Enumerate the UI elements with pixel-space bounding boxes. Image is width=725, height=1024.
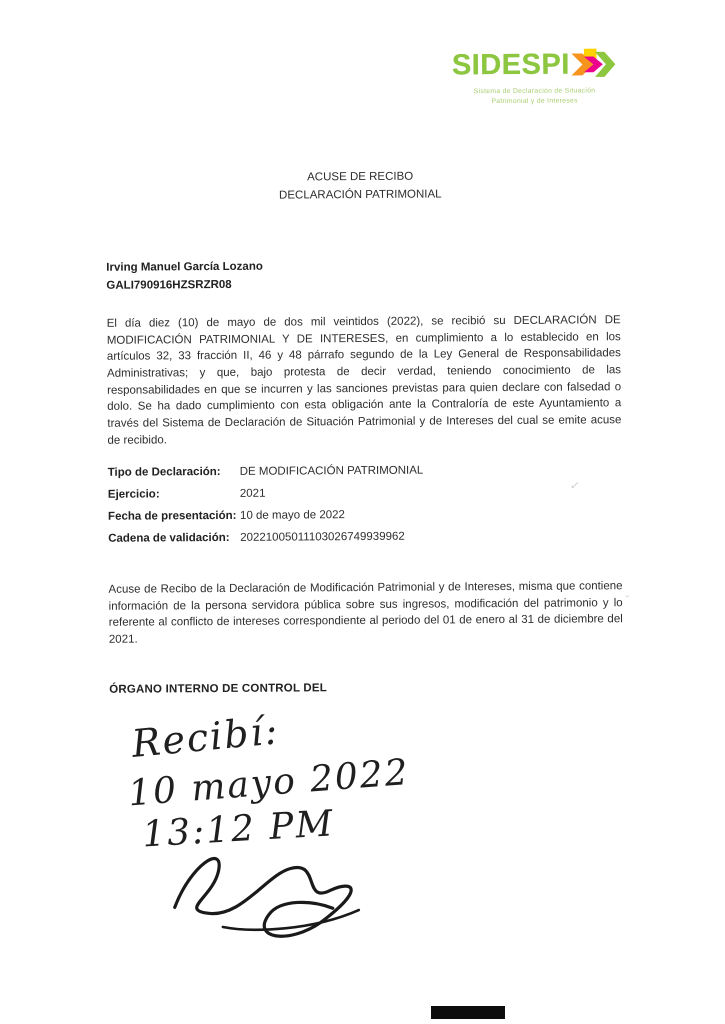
handwritten-line-recibi: Recibí: — [129, 708, 282, 766]
field-label: Fecha de presentación: — [107, 509, 237, 523]
recipient-block — [106, 259, 263, 296]
field-value: 20221005011103026749939962 — [240, 530, 405, 544]
field-row-ejercicio — [108, 482, 424, 506]
recipient-curp: GALI790916HZSRZR08 — [106, 278, 232, 292]
field-row-cadena — [108, 526, 424, 550]
organ-heading: ÓRGANO INTERNO DE CONTROL DEL — [109, 682, 327, 696]
body-paragraph-1: El día diez (10) de mayo de dos mil veintidos (2022), se recibió su DECLARACIÓN DE MODIFICACIÓN PATRIMONIAL Y DE INTERESES, en cumplimiento a lo establecido en los artículos 32, 33 fracción II, 46 y 48 párrafo segundo de la Ley General de Responsabilidades Administrativas; y que, bajo protesta de decir verdad, teniendo conocimiento de las responsabilidades en que se incurren y las sanciones previstas para quien declare con falsedad o dolo. Se ha dado cumplimiento con esta obligación ante la Contraloría de este Ayuntamiento a través del Sistema de Declaración de Situación Patrimonial y de Intereses del cual se emite acuse de recibido. — [106, 314, 622, 447]
handwritten-line-time: 13:12 PM — [141, 803, 336, 856]
sidespi-logo — [452, 44, 617, 107]
handwritten-note — [119, 705, 441, 927]
logo-wordmark: SIDESPI — [451, 48, 570, 81]
field-value: 10 de mayo de 2022 — [239, 509, 345, 522]
recipient-name: Irving Manuel García Lozano — [106, 260, 263, 274]
field-label: Ejercicio: — [107, 488, 160, 501]
scan-artifact-bar — [431, 1006, 505, 1019]
document-title-line1: ACUSE DE RECIBO — [307, 170, 414, 184]
field-label: Tipo de Declaración: — [107, 465, 221, 479]
field-value: 2021 — [239, 487, 266, 500]
document-title — [0, 165, 723, 207]
logo-arrow-icon — [570, 44, 617, 84]
logo-row — [452, 44, 617, 85]
declaration-fields — [108, 460, 424, 550]
document-title-line2: DECLARACIÓN PATRIMONIAL — [278, 188, 442, 202]
scan-smudge: ​ˇ — [625, 593, 631, 608]
field-row-tipo — [108, 460, 424, 484]
body-paragraph-2: Acuse de Recibo de la Declaración de Modificación Patrimonial y de Intereses, misma que contiene información de la persona servidora pública sobre sus ingresos, modificación del patrimonio y lo referente al conflicto de intereses correspondiente al periodo del 01 de enero al 31 de diciembre del 2021. — [108, 580, 623, 646]
scan-smudge: ✓ — [568, 477, 581, 494]
logo-subtitle-line1: Sistema de Declaración de Situación — [473, 87, 596, 96]
logo-subtitle — [452, 86, 617, 107]
field-label: Cadena de validación: — [108, 531, 230, 545]
handwritten-line-date: 10 mayo 2022 — [126, 751, 411, 815]
field-value: DE MODIFICACIÓN PATRIMONIAL — [239, 464, 424, 478]
signature-scribble — [162, 834, 383, 946]
logo-subtitle-line2: Patrimonial y de Intereses — [491, 97, 578, 105]
field-row-fecha — [108, 504, 424, 528]
